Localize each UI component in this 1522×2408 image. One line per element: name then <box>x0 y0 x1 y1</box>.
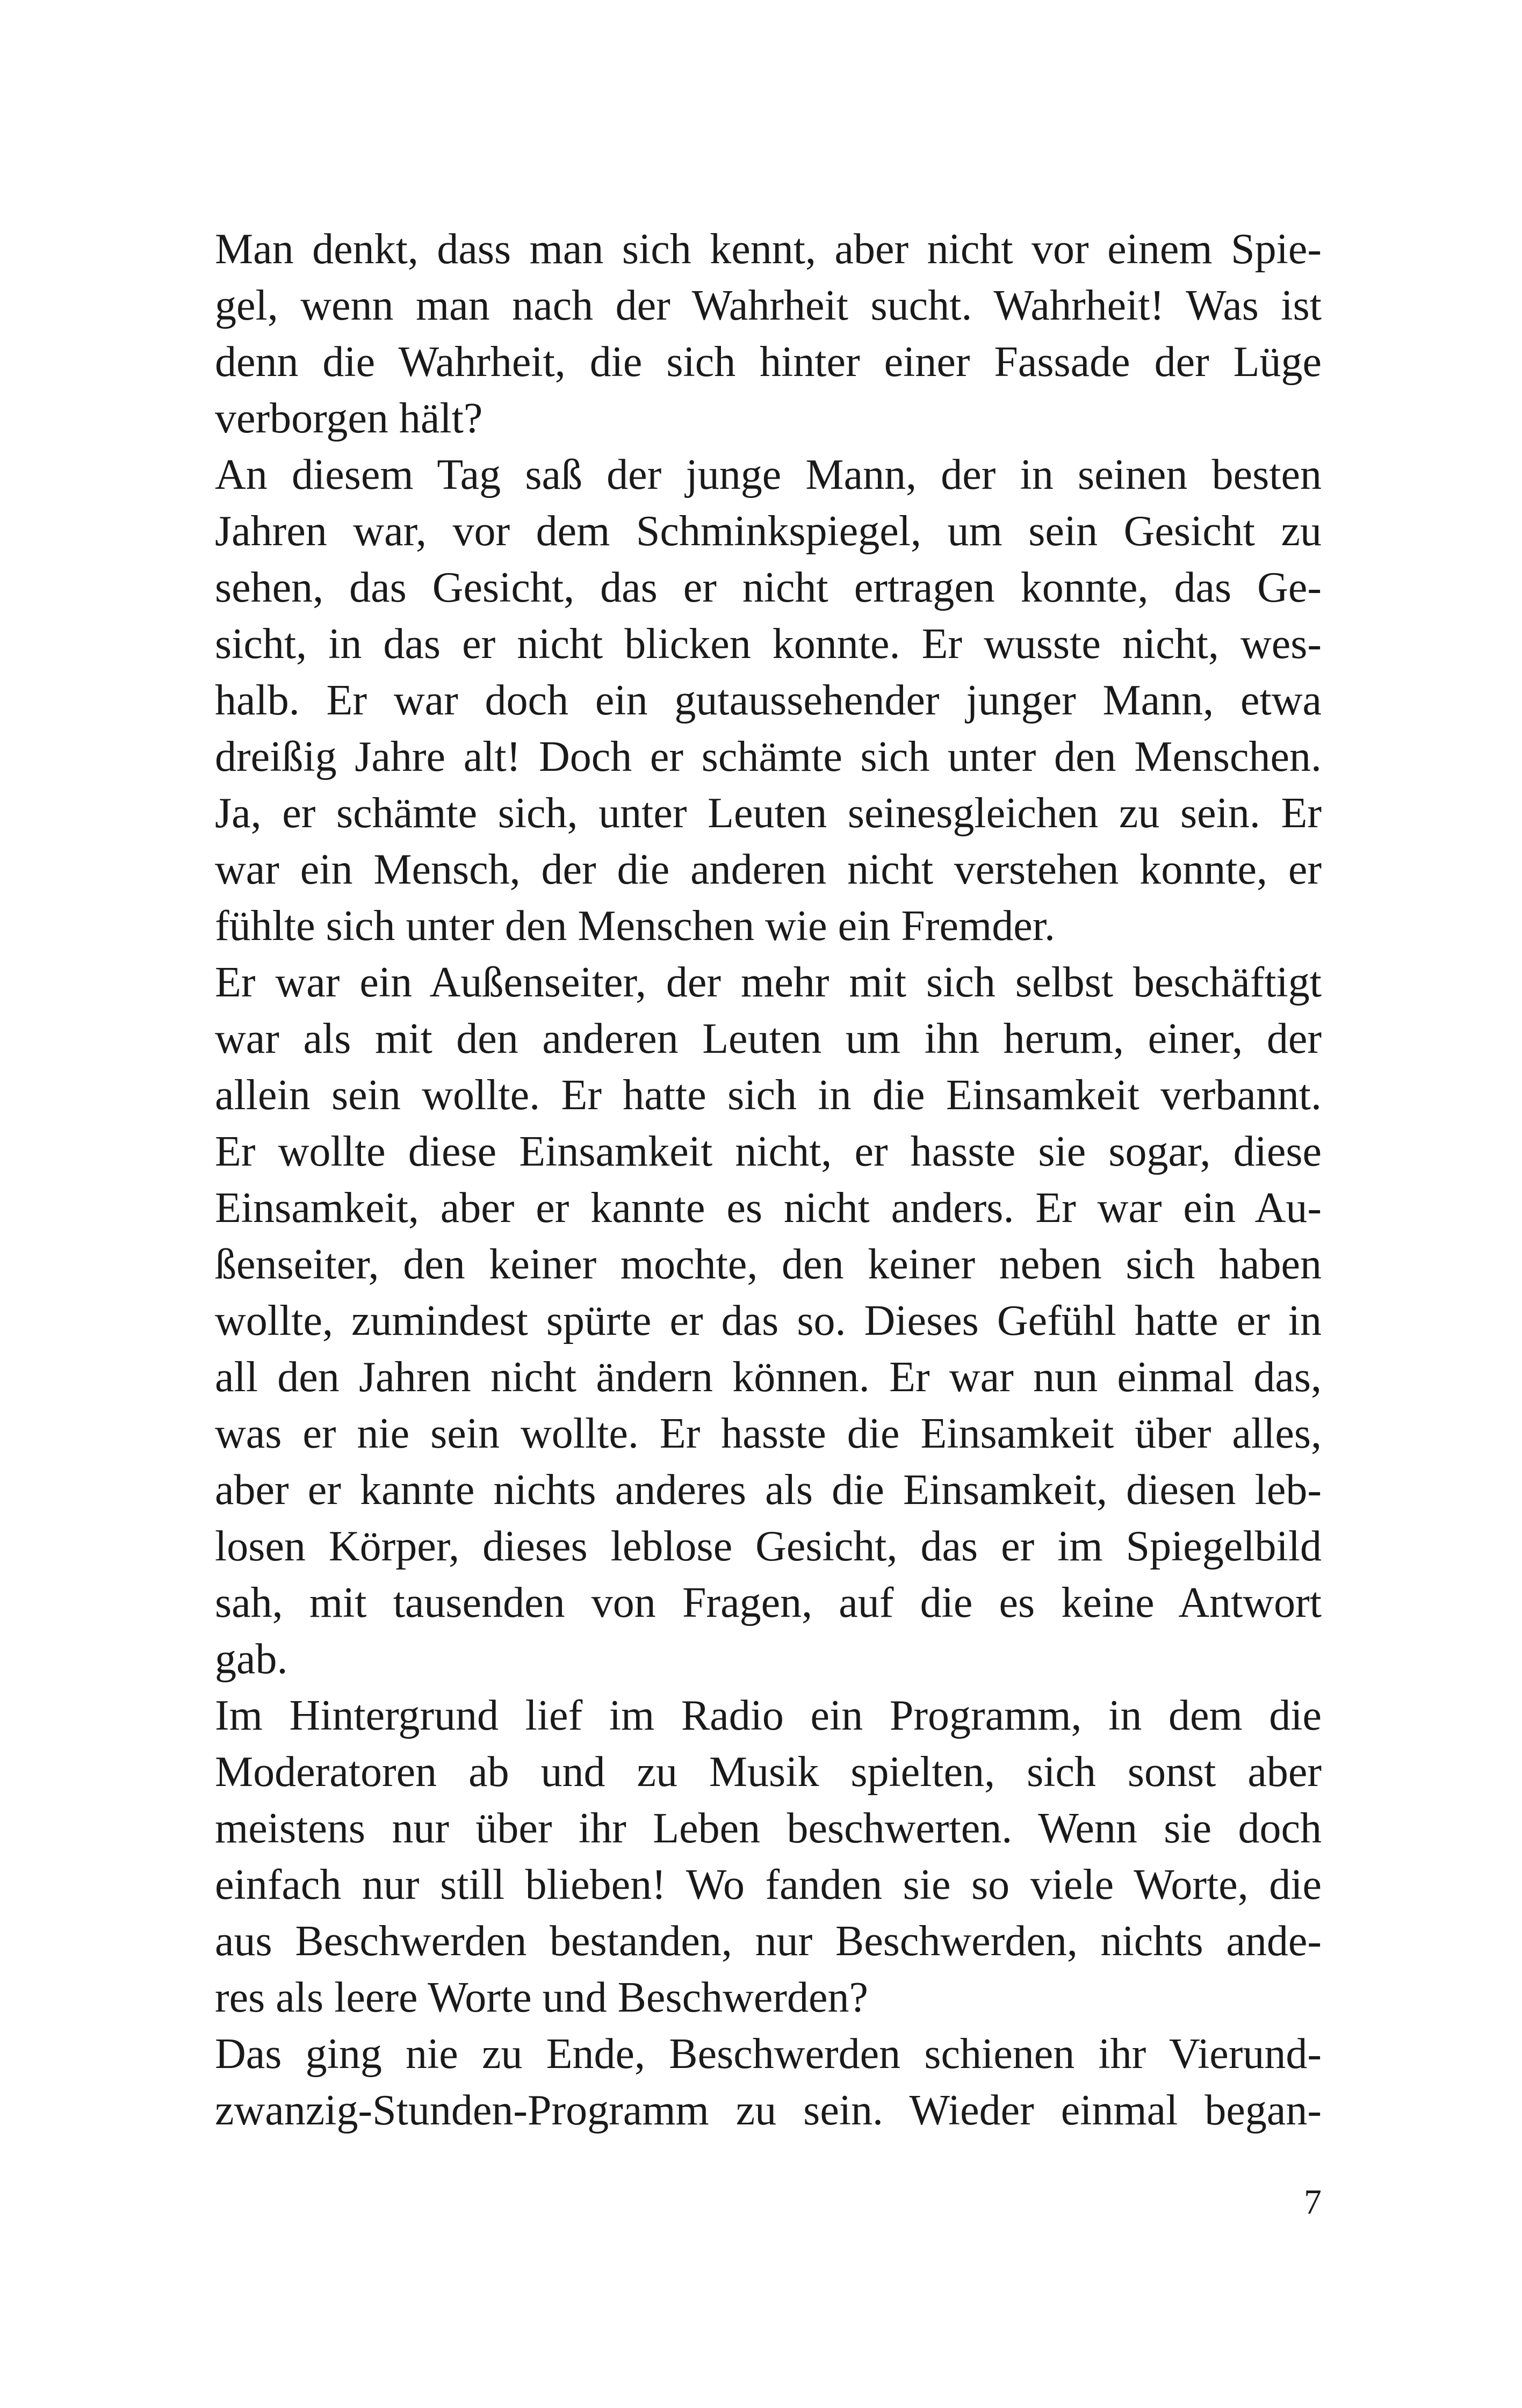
text-line: all den Jahren nicht ändern können. Er war nun einmal das, <box>215 1354 1322 1401</box>
text-line: was er nie sein wollte. Er hasste die Einsamkeit über alles, <box>215 1410 1322 1457</box>
text-line: Ja, er schämte sich, unter Leuten seinesgleichen zu sein. Er <box>215 790 1322 837</box>
body-text <box>215 221 1322 2139</box>
text-line: An diesem Tag saß der junge Mann, der in seinen besten <box>215 451 1322 498</box>
text-line: sehen, das Gesicht, das er nicht ertragen konnte, das Ge- <box>215 564 1322 611</box>
text-line: meistens nur über ihr Leben beschwerten. Wenn sie doch <box>215 1805 1322 1852</box>
text-line: Er wollte diese Einsamkeit nicht, er hasste sie sogar, diese <box>215 1128 1322 1175</box>
text-line: war ein Mensch, der die anderen nicht verstehen konnte, er <box>215 846 1322 893</box>
text-line: aber er kannte nichts anderes als die Einsamkeit, diesen leb- <box>215 1466 1322 1514</box>
text-line: Er war ein Außenseiter, der mehr mit sich selbst beschäftigt <box>215 959 1322 1006</box>
page-number: 7 <box>1304 2182 1322 2222</box>
text-line: Man denkt, dass man sich kennt, aber nicht vor einem Spie- <box>215 226 1322 273</box>
text-line: gab. <box>215 1636 288 1683</box>
text-line: einfach nur still blieben! Wo fanden sie so viele Worte, die <box>215 1861 1322 1908</box>
text-line: allein sein wollte. Er hatte sich in die Einsamkeit verbannt. <box>215 1072 1322 1119</box>
text-line: Im Hintergrund lief im Radio ein Programm, in dem die <box>215 1692 1322 1739</box>
text-line: denn die Wahrheit, die sich hinter einer Fassade der Lüge <box>215 338 1322 386</box>
text-line: halb. Er war doch ein gutaussehender junger Mann, etwa <box>215 677 1322 724</box>
text-line: verborgen hält? <box>215 395 483 442</box>
text-line: res als leere Worte und Beschwerden? <box>215 1974 869 2021</box>
text-line: war als mit den anderen Leuten um ihn herum, einer, der <box>215 1015 1322 1062</box>
text-line: aus Beschwerden bestanden, nur Beschwerden, nichts ande- <box>215 1918 1322 1965</box>
text-line: Einsamkeit, aber er kannte es nicht anders. Er war ein Au- <box>215 1184 1322 1232</box>
text-line: fühlte sich unter den Menschen wie ein Fremder. <box>215 902 1055 950</box>
text-line: dreißig Jahre alt! Doch er schämte sich unter den Menschen. <box>215 733 1322 780</box>
text-line: gel, wenn man nach der Wahrheit sucht. Wahrheit! Was ist <box>215 282 1322 329</box>
text-line: ßenseiter, den keiner mochte, den keiner neben sich haben <box>215 1241 1322 1288</box>
text-line: wollte, zumindest spürte er das so. Dieses Gefühl hatte er in <box>215 1297 1322 1344</box>
text-line: Jahren war, vor dem Schminkspiegel, um sein Gesicht zu <box>215 508 1322 555</box>
text-line: Das ging nie zu Ende, Beschwerden schienen ihr Vierund- <box>215 2030 1322 2078</box>
text-line: losen Körper, dieses leblose Gesicht, das er im Spiegelbild <box>215 1523 1322 1570</box>
text-line: sah, mit tausenden von Fragen, auf die es keine Antwort <box>215 1579 1322 1626</box>
text-line: zwanzig-Stunden-Programm zu sein. Wieder einmal began- <box>215 2087 1322 2134</box>
text-line: Moderatoren ab und zu Musik spielten, sich sonst aber <box>215 1748 1322 1796</box>
text-line: sicht, in das er nicht blicken konnte. Er wusste nicht, wes- <box>215 620 1322 668</box>
